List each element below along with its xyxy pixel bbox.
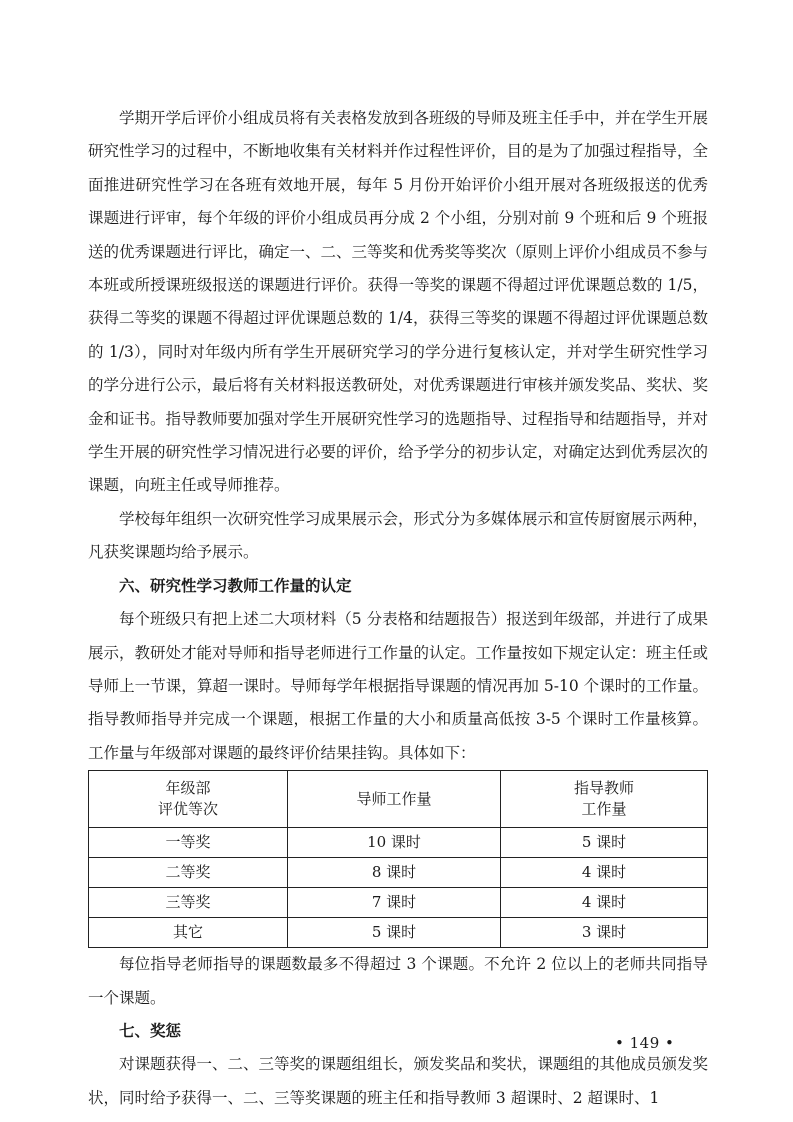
cell-mentor-hours: 10 课时 xyxy=(288,828,501,858)
section-7-paragraph: 对课题获得一、二、三等奖的课题组组长，颁发奖品和奖状，课题组的其他成员颁发奖状，同时给予获得一、二、三等奖课题的班主任和指导教师 3 超课时、2 超课时、1 xyxy=(88,1055,709,1107)
table-row xyxy=(89,858,708,888)
paragraph-evaluation-process: 学期开学后评价小组成员将有关表格发放到各班级的导师及班主任手中，并在学生开展研究性学习的过程中，不断地收集有关材料并作过程性评价，目的是为了加强过程指导，全面推进研究性学习在各班有效地开展，每年 5 月份开始评价小组开展对各班级报送的优秀课题进行评审，每个年级的评价小组成员再分成 2 个小组，分别对前 9 个班和后 9 个班报送的优秀课题进行评比，确定一、二、三等奖和优秀奖等奖次（原则上评价小组成员不参与本班或所授课班级报送的课题进行评价。获得一等奖的课题不得超过评优课题总数的 1/5，获得二等奖的课题不得超过评优课题总数的 1/4，获得三等奖的课题不得超过评优课题总数的 1/3），同时对年级内所有学生开展研究学习的学分进行复核认定，并对学生研究性学习的学分进行公示，最后将有关材料报送教研处，对优秀课题进行审核并颁发奖品、奖状、奖金和证书。指导教师要加强对学生开展研究性学习的选题指导、过程指导和结题指导，并对学生开展的研究性学习情况进行必要的评价，给予学分的初步认定，对确定达到优秀层次的课题，向班主任或导师推荐。 xyxy=(88,109,709,495)
table-header-row xyxy=(89,771,708,828)
cell-advisor-hours: 4 课时 xyxy=(501,858,708,888)
paragraph-exhibition: 学校每年组织一次研究性学习成果展示会，形式分为多媒体展示和宣传厨窗展示两种，凡获奖课题均给予展示。 xyxy=(88,509,709,562)
header-grade-level xyxy=(89,771,288,828)
header-advisor-workload xyxy=(501,771,708,828)
section-7-heading: 七、奖惩 xyxy=(119,1021,182,1040)
table-row xyxy=(89,888,708,918)
header-grade-line2: 评优等次 xyxy=(158,800,219,819)
section-6-paragraph: 每个班级只有把上述二大项材料（5 分表格和结题报告）报送到年级部，并进行了成果展示，教研处才能对导师和指导老师进行工作量的认定。工作量按如下规定认定：班主任或导师上一节课，算超一课时。导师每学年根据指导课题的情况再加 5-10 个课时的工作量。指导教师指导并完成一个课题，根据工作量的大小和质量高低按 3-5 个课时工作量核算。工作量与年级部对课题的最终评价结果挂钩。具体如下： xyxy=(88,610,709,762)
table-row xyxy=(89,828,708,858)
page-body xyxy=(88,102,708,1115)
workload-table xyxy=(88,770,708,948)
header-mentor-workload xyxy=(288,771,501,828)
header-advisor-line1: 指导教师 xyxy=(573,779,634,798)
cell-mentor-hours: 7 课时 xyxy=(288,888,501,918)
header-mentor-text: 导师工作量 xyxy=(356,789,432,808)
table-row xyxy=(89,918,708,948)
cell-grade: 三等奖 xyxy=(89,888,288,918)
cell-mentor-hours: 5 课时 xyxy=(288,918,501,948)
paragraph-topic-limit: 每位指导老师指导的课题数最多不得超过 3 个课题。不允许 2 位以上的老师共同指导一个课题。 xyxy=(88,955,708,1007)
cell-advisor-hours: 5 课时 xyxy=(501,828,708,858)
header-advisor-line2: 工作量 xyxy=(581,800,627,819)
cell-advisor-hours: 4 课时 xyxy=(501,888,708,918)
cell-grade: 其它 xyxy=(89,918,288,948)
cell-grade: 二等奖 xyxy=(89,858,288,888)
cell-mentor-hours: 8 课时 xyxy=(288,858,501,888)
section-6-heading: 六、研究性学习教师工作量的认定 xyxy=(119,576,352,595)
cell-grade: 一等奖 xyxy=(89,828,288,858)
page-number: • 149 • xyxy=(615,1034,675,1052)
header-grade-line1: 年级部 xyxy=(165,779,211,798)
cell-advisor-hours: 3 课时 xyxy=(501,918,708,948)
